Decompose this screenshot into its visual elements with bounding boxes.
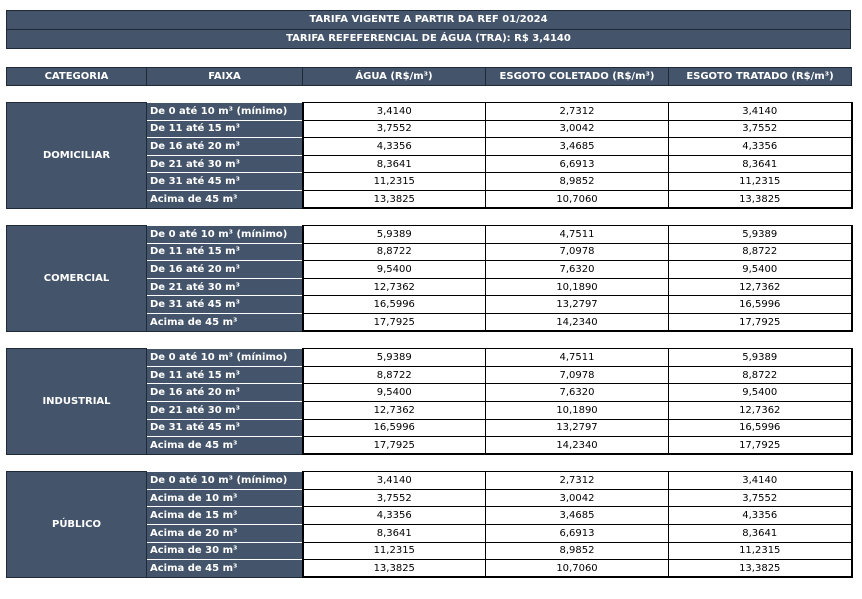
esgoto-coletado-cell: 2,7312	[486, 103, 669, 121]
esgoto-coletado-cell: 10,1890	[486, 401, 669, 419]
faixa-cell: De 31 até 45 m³	[147, 173, 303, 191]
esgoto-coletado-cell: 4,7511	[486, 226, 669, 244]
faixa-cell: De 0 até 10 m³ (mínimo)	[147, 349, 303, 367]
agua-cell: 8,3641	[303, 155, 486, 173]
agua-cell: 13,3825	[303, 560, 486, 578]
esgoto-tratado-cell: 16,5996	[669, 296, 852, 314]
esgoto-coletado-cell: 4,7511	[486, 349, 669, 367]
esgoto-coletado-cell: 6,6913	[486, 155, 669, 173]
faixa-cell: De 16 até 20 m³	[147, 138, 303, 156]
agua-cell: 3,4140	[303, 472, 486, 490]
block-spacer	[6, 332, 851, 348]
category-name: PÚBLICO	[7, 472, 147, 578]
category-name: DOMICILIAR	[7, 103, 147, 209]
esgoto-tratado-cell: 8,3641	[669, 155, 852, 173]
esgoto-tratado-cell: 11,2315	[669, 173, 852, 191]
faixa-cell: Acima de 45 m³	[147, 560, 303, 578]
table-row	[7, 349, 852, 367]
esgoto-tratado-cell: 3,7552	[669, 489, 852, 507]
esgoto-coletado-cell: 10,7060	[486, 190, 669, 208]
esgoto-tratado-cell: 3,4140	[669, 103, 852, 121]
esgoto-tratado-cell: 4,3356	[669, 138, 852, 156]
esgoto-tratado-cell: 4,3356	[669, 507, 852, 525]
faixa-cell: De 11 até 15 m³	[147, 366, 303, 384]
esgoto-tratado-cell: 8,8722	[669, 366, 852, 384]
esgoto-coletado-cell: 13,2797	[486, 296, 669, 314]
header-faixa: FAIXA	[147, 68, 303, 86]
category-name: COMERCIAL	[7, 226, 147, 332]
faixa-cell: De 31 até 45 m³	[147, 419, 303, 437]
faixa-cell: Acima de 30 m³	[147, 542, 303, 560]
agua-cell: 3,7552	[303, 489, 486, 507]
header-esgoto-coletado: ESGOTO COLETADO (R$/m³)	[486, 68, 669, 86]
esgoto-coletado-cell: 3,0042	[486, 489, 669, 507]
banner-title: TARIFA VIGENTE A PARTIR DA REF 01/2024	[7, 11, 850, 29]
agua-cell: 11,2315	[303, 542, 486, 560]
agua-cell: 9,5400	[303, 261, 486, 279]
esgoto-tratado-cell: 5,9389	[669, 349, 852, 367]
agua-cell: 8,8722	[303, 366, 486, 384]
faixa-cell: De 11 até 15 m³	[147, 120, 303, 138]
esgoto-tratado-cell: 12,7362	[669, 278, 852, 296]
esgoto-tratado-cell: 9,5400	[669, 261, 852, 279]
esgoto-tratado-cell: 17,7925	[669, 314, 852, 332]
faixa-cell: De 0 até 10 m³ (mínimo)	[147, 472, 303, 490]
esgoto-coletado-cell: 7,0978	[486, 243, 669, 261]
esgoto-coletado-cell: 8,9852	[486, 542, 669, 560]
esgoto-tratado-cell: 16,5996	[669, 419, 852, 437]
faixa-cell: De 31 até 45 m³	[147, 296, 303, 314]
esgoto-coletado-cell: 3,4685	[486, 138, 669, 156]
esgoto-tratado-cell: 3,4140	[669, 472, 852, 490]
agua-cell: 4,3356	[303, 507, 486, 525]
faixa-cell: Acima de 10 m³	[147, 489, 303, 507]
category-block-0	[6, 102, 853, 209]
column-header-row	[7, 68, 852, 86]
esgoto-coletado-cell: 14,2340	[486, 314, 669, 332]
faixa-cell: De 0 até 10 m³ (mínimo)	[147, 103, 303, 121]
faixa-cell: De 16 até 20 m³	[147, 384, 303, 402]
esgoto-tratado-cell: 13,3825	[669, 560, 852, 578]
category-block-2	[6, 348, 853, 455]
agua-cell: 11,2315	[303, 173, 486, 191]
category-block-1	[6, 225, 853, 332]
esgoto-coletado-cell: 3,0042	[486, 120, 669, 138]
faixa-cell: De 21 até 30 m³	[147, 155, 303, 173]
table-row	[7, 103, 852, 121]
esgoto-coletado-cell: 7,6320	[486, 384, 669, 402]
table-row	[7, 226, 852, 244]
block-spacer	[6, 86, 851, 102]
faixa-cell: Acima de 20 m³	[147, 524, 303, 542]
esgoto-tratado-cell: 8,8722	[669, 243, 852, 261]
esgoto-tratado-cell: 13,3825	[669, 190, 852, 208]
category-name: INDUSTRIAL	[7, 349, 147, 455]
esgoto-tratado-cell: 12,7362	[669, 401, 852, 419]
agua-cell: 5,9389	[303, 349, 486, 367]
faixa-cell: De 21 até 30 m³	[147, 401, 303, 419]
table-row	[7, 472, 852, 490]
tariff-sheet	[6, 10, 851, 578]
agua-cell: 8,3641	[303, 524, 486, 542]
esgoto-coletado-cell: 3,4685	[486, 507, 669, 525]
block-spacer	[6, 455, 851, 471]
esgoto-tratado-cell: 8,3641	[669, 524, 852, 542]
category-blocks	[6, 86, 851, 578]
header-agua: ÁGUA (R$/m³)	[303, 68, 486, 86]
faixa-cell: De 21 até 30 m³	[147, 278, 303, 296]
esgoto-coletado-cell: 7,6320	[486, 261, 669, 279]
esgoto-coletado-cell: 10,7060	[486, 560, 669, 578]
agua-cell: 4,3356	[303, 138, 486, 156]
esgoto-coletado-cell: 6,6913	[486, 524, 669, 542]
faixa-cell: Acima de 45 m³	[147, 437, 303, 455]
faixa-cell: Acima de 45 m³	[147, 314, 303, 332]
agua-cell: 5,9389	[303, 226, 486, 244]
category-block-3	[6, 471, 853, 578]
esgoto-coletado-cell: 14,2340	[486, 437, 669, 455]
esgoto-tratado-cell: 5,9389	[669, 226, 852, 244]
faixa-cell: De 0 até 10 m³ (mínimo)	[147, 226, 303, 244]
agua-cell: 17,7925	[303, 437, 486, 455]
esgoto-coletado-cell: 10,1890	[486, 278, 669, 296]
agua-cell: 3,4140	[303, 103, 486, 121]
esgoto-tratado-cell: 11,2315	[669, 542, 852, 560]
agua-cell: 9,5400	[303, 384, 486, 402]
agua-cell: 16,5996	[303, 296, 486, 314]
agua-cell: 16,5996	[303, 419, 486, 437]
agua-cell: 12,7362	[303, 401, 486, 419]
agua-cell: 13,3825	[303, 190, 486, 208]
esgoto-tratado-cell: 3,7552	[669, 120, 852, 138]
esgoto-coletado-cell: 2,7312	[486, 472, 669, 490]
esgoto-tratado-cell: 9,5400	[669, 384, 852, 402]
faixa-cell: Acima de 45 m³	[147, 190, 303, 208]
esgoto-tratado-cell: 17,7925	[669, 437, 852, 455]
banner-reference-tariff: TARIFA REFEFERENCIAL DE ÁGUA (TRA): R$ 3,4140	[7, 29, 850, 48]
agua-cell: 3,7552	[303, 120, 486, 138]
header-categoria: CATEGORIA	[7, 68, 147, 86]
faixa-cell: Acima de 15 m³	[147, 507, 303, 525]
agua-cell: 12,7362	[303, 278, 486, 296]
esgoto-coletado-cell: 13,2797	[486, 419, 669, 437]
esgoto-coletado-cell: 7,0978	[486, 366, 669, 384]
faixa-cell: De 11 até 15 m³	[147, 243, 303, 261]
agua-cell: 8,8722	[303, 243, 486, 261]
faixa-cell: De 16 até 20 m³	[147, 261, 303, 279]
esgoto-coletado-cell: 8,9852	[486, 173, 669, 191]
block-spacer	[6, 209, 851, 225]
column-header-table	[6, 67, 852, 86]
header-esgoto-tratado: ESGOTO TRATADO (R$/m³)	[669, 68, 852, 86]
agua-cell: 17,7925	[303, 314, 486, 332]
tariff-banner	[6, 10, 851, 49]
